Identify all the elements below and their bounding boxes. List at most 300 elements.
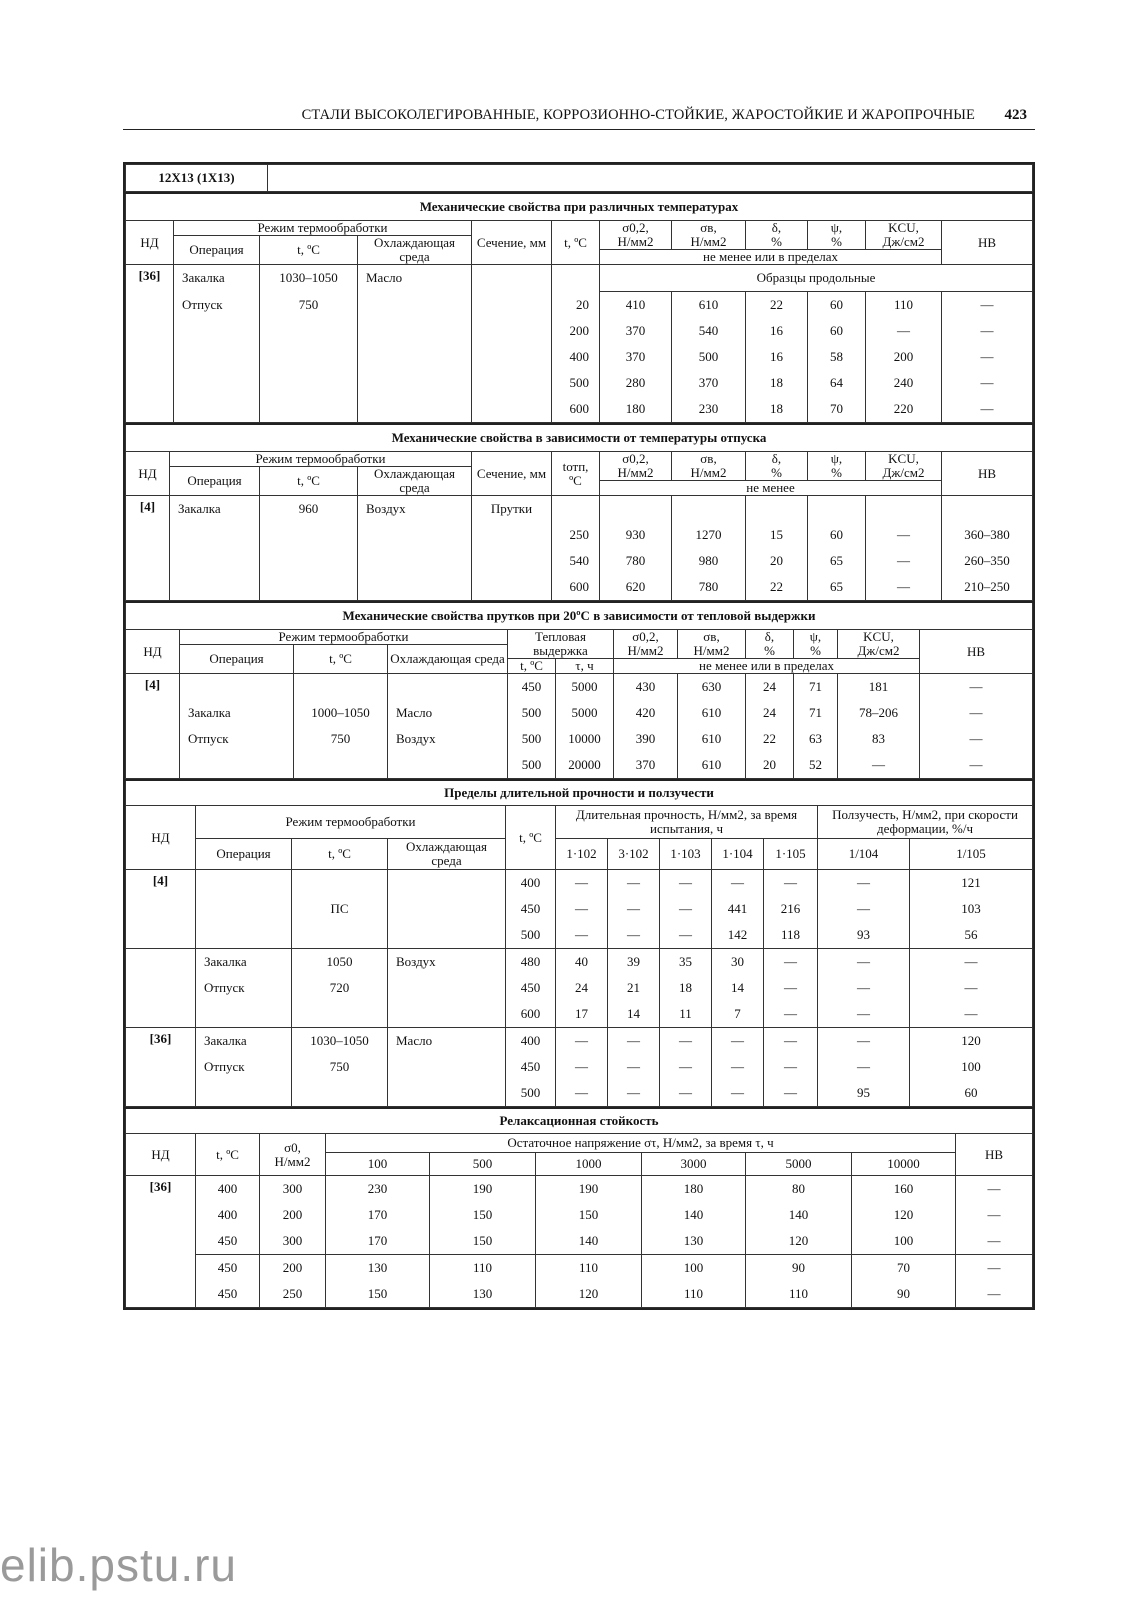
empty-cell: [260, 396, 358, 423]
table-row: [126, 522, 1033, 548]
table-cell: 10000: [852, 1153, 956, 1176]
table-cell: 95: [818, 1080, 910, 1107]
table-cell: —: [818, 949, 910, 976]
table-cell: 1030–1050: [260, 265, 358, 292]
table-cell: 70: [852, 1255, 956, 1282]
running-header: [123, 103, 1035, 130]
table-cell: σ0,2, Н/мм2: [600, 452, 672, 481]
table-cell: —: [608, 922, 660, 949]
table-cell: tотп, ºС: [552, 452, 600, 496]
table-cell: 60: [808, 522, 866, 548]
empty-cell: [552, 496, 600, 523]
table-cell: 35: [660, 949, 712, 976]
table-cell: НД: [126, 806, 196, 870]
table-cell: 400: [196, 1202, 260, 1228]
table-cell: 780: [600, 548, 672, 574]
table-cell: 150: [536, 1202, 642, 1228]
empty-cell: [388, 870, 506, 897]
table-cell: —: [712, 870, 764, 897]
table-cell: ψ, %: [808, 452, 866, 481]
empty-cell: [388, 1054, 506, 1080]
empty-cell: [170, 522, 260, 548]
table-cell: σ0, Н/мм2: [260, 1134, 326, 1176]
table-cell: 5000: [556, 700, 614, 726]
table-cell: —: [956, 1255, 1033, 1282]
table-row: [126, 949, 1033, 976]
table-cell: ПС: [292, 896, 388, 922]
table-row: [126, 726, 1033, 752]
table-cell: 630: [678, 674, 746, 701]
section-title: Пределы длительной прочности и ползучести: [126, 780, 1033, 806]
table-row: [126, 1255, 1033, 1282]
table-cell: —: [818, 975, 910, 1001]
table-cell: 5000: [746, 1153, 852, 1176]
table-cell: 280: [600, 370, 672, 396]
col-regime: Режим термообработки: [174, 221, 472, 236]
table-cell: 180: [642, 1176, 746, 1203]
empty-cell: [292, 1080, 388, 1107]
mech-props-temperature-table: [125, 192, 1033, 423]
table-cell: Охлаждающая среда: [388, 645, 508, 674]
table-cell: 64: [808, 370, 866, 396]
empty-cell: [260, 318, 358, 344]
table-cell: —: [942, 318, 1033, 344]
col-operation: Операция: [174, 236, 260, 265]
table-cell: —: [556, 1028, 608, 1055]
table-cell: —: [838, 752, 920, 779]
table-cell: —: [818, 1001, 910, 1028]
table-cell: 260–350: [942, 548, 1033, 574]
table-cell: 71: [794, 700, 838, 726]
table-cell: 500: [552, 370, 600, 396]
table-cell: t, ºС: [260, 467, 358, 496]
table-cell: 1030–1050: [292, 1028, 388, 1055]
table-cell: —: [956, 1228, 1033, 1255]
empty-cell: [358, 370, 472, 396]
table-cell: 360–380: [942, 522, 1033, 548]
table-row: [126, 1228, 1033, 1255]
table-cell: 3000: [642, 1153, 746, 1176]
table-cell: 750: [260, 292, 358, 319]
table-cell: 610: [678, 700, 746, 726]
table-row: [126, 292, 1033, 319]
table-cell: —: [712, 1080, 764, 1107]
empty-cell: [180, 752, 294, 779]
table-cell: НВ: [956, 1134, 1033, 1176]
table-cell: t, ºС: [196, 1134, 260, 1176]
table-cell: 750: [294, 726, 388, 752]
table-cell: 24: [556, 975, 608, 1001]
table-row: [126, 396, 1033, 423]
table-cell: 600: [552, 396, 600, 423]
table-cell: 60: [910, 1080, 1033, 1107]
table-cell: 620: [600, 574, 672, 601]
table-cell: —: [764, 975, 818, 1001]
table-cell: t, ºС: [506, 806, 556, 870]
empty-cell: [388, 1080, 506, 1107]
table-row: [126, 674, 1033, 701]
nd-ref: [36]: [126, 1176, 196, 1308]
table-cell: —: [942, 370, 1033, 396]
table-cell: —: [866, 522, 942, 548]
table-cell: 500: [506, 922, 556, 949]
table-cell: —: [608, 1054, 660, 1080]
table-row: [126, 870, 1033, 897]
table-cell: 450: [506, 896, 556, 922]
empty-cell: [358, 522, 472, 548]
col-nd: НД: [126, 221, 174, 265]
empty-cell: [358, 344, 472, 370]
table-cell: 1·104: [712, 839, 764, 870]
table-cell: 60: [808, 318, 866, 344]
table-cell: Сечение, мм: [472, 452, 552, 496]
table-cell: 750: [292, 1054, 388, 1080]
table-cell: 600: [552, 574, 600, 601]
empty-cell: [170, 548, 260, 574]
limits-note: не менее или в пределах: [600, 250, 942, 265]
table-cell: —: [608, 1028, 660, 1055]
table-cell: 430: [614, 674, 678, 701]
table-cell: Режим термообработки: [180, 630, 508, 645]
table-cell: 370: [600, 318, 672, 344]
empty-cell: [268, 165, 1033, 192]
table-cell: Закалка: [180, 700, 294, 726]
table-cell: 1·103: [660, 839, 712, 870]
table-cell: —: [764, 870, 818, 897]
col-temp: t, ºС: [552, 221, 600, 265]
table-cell: 121: [910, 870, 1033, 897]
table-cell: 16: [746, 318, 808, 344]
empty-cell: [388, 674, 508, 701]
table-cell: 1/104: [818, 839, 910, 870]
table-cell: —: [956, 1202, 1033, 1228]
table-cell: 230: [326, 1176, 430, 1203]
table-cell: Отпуск: [174, 292, 260, 319]
table-cell: —: [910, 1001, 1033, 1028]
table-cell: 11: [660, 1001, 712, 1028]
table-cell: 120: [746, 1228, 852, 1255]
col-sigb: σв, Н/мм2: [672, 221, 746, 250]
mech-props-exposure-table: [125, 601, 1033, 779]
table-cell: —: [818, 870, 910, 897]
table-cell: 181: [838, 674, 920, 701]
table-cell: 450: [196, 1281, 260, 1308]
table-cell: Закалка: [174, 265, 260, 292]
table-cell: 1·102: [556, 839, 608, 870]
table-cell: t, ºС: [292, 839, 388, 870]
empty-cell: [292, 1001, 388, 1028]
table-cell: —: [818, 1028, 910, 1055]
table-cell: 610: [678, 726, 746, 752]
table-cell: не менее: [600, 481, 942, 496]
table-row: [126, 1001, 1033, 1028]
empty-cell: [388, 1001, 506, 1028]
empty-cell: [746, 496, 808, 523]
empty-cell: [174, 344, 260, 370]
table-cell: 120: [910, 1028, 1033, 1055]
table-cell: 150: [326, 1281, 430, 1308]
table-cell: —: [556, 870, 608, 897]
table-cell: 370: [672, 370, 746, 396]
table-cell: 450: [196, 1255, 260, 1282]
table-cell: НД: [126, 452, 170, 496]
properties-sheet: [123, 162, 1035, 1310]
table-cell: Масло: [358, 265, 472, 292]
table-cell: 400: [552, 344, 600, 370]
table-cell: НД: [126, 630, 180, 674]
col-long-strength: Длительная прочность, Н/мм2, за время испытания, ч: [556, 806, 818, 839]
table-cell: 20000: [556, 752, 614, 779]
nd-ref: [4]: [126, 674, 180, 779]
empty-cell: [388, 975, 506, 1001]
table-cell: —: [764, 1001, 818, 1028]
table-cell: 100: [642, 1255, 746, 1282]
empty-cell: [196, 1080, 292, 1107]
steel-grade: 12Х13 (1Х13): [126, 165, 268, 192]
col-section: Сечение, мм: [472, 221, 552, 265]
table-cell: Охлаждающая среда: [388, 839, 506, 870]
table-cell: 70: [808, 396, 866, 423]
table-cell: 52: [794, 752, 838, 779]
table-cell: 450: [506, 975, 556, 1001]
table-cell: 20: [746, 752, 794, 779]
table-cell: —: [660, 870, 712, 897]
running-header-title: СТАЛИ ВЫСОКОЛЕГИРОВАННЫЕ, КОРРОЗИОННО-СТОЙКИЕ, ЖАРОСТОЙКИЕ И ЖАРОПРОЧНЫЕ: [301, 107, 975, 123]
table-cell: 100: [326, 1153, 430, 1176]
nd-ref: [4]: [126, 870, 196, 949]
col-sig02: σ0,2, Н/мм2: [600, 221, 672, 250]
table-cell: σв, Н/мм2: [678, 630, 746, 659]
table-cell: 200: [552, 318, 600, 344]
table-cell: σв, Н/мм2: [672, 452, 746, 481]
col-kcu: KCU, Дж/см2: [866, 221, 942, 250]
table-cell: —: [920, 752, 1033, 779]
table-cell: —: [942, 292, 1033, 319]
table-cell: 500: [506, 1080, 556, 1107]
col-cooling: Охлаждающая среда: [358, 236, 472, 265]
table-cell: Операция: [180, 645, 294, 674]
table-cell: —: [764, 1028, 818, 1055]
page-number: 423: [1004, 107, 1027, 123]
section-title: Механические свойства в зависимости от температуры отпуска: [126, 424, 1033, 452]
table-cell: —: [910, 975, 1033, 1001]
table-row: [126, 700, 1033, 726]
table-cell: 14: [712, 975, 764, 1001]
table-cell: 980: [672, 548, 746, 574]
table-cell: 720: [292, 975, 388, 1001]
table-cell: τ, ч: [556, 659, 614, 674]
table-row: [126, 1028, 1033, 1055]
table-cell: —: [920, 700, 1033, 726]
table-cell: Воздух: [388, 726, 508, 752]
creep-rupture-table: [125, 779, 1033, 1107]
table-row: [126, 574, 1033, 601]
table-cell: 200: [866, 344, 942, 370]
table-cell: 18: [746, 396, 808, 423]
grade-title-table: [125, 164, 1033, 192]
empty-cell: [388, 896, 506, 922]
table-cell: —: [660, 1054, 712, 1080]
table-cell: Прутки: [472, 496, 552, 523]
table-cell: —: [866, 548, 942, 574]
empty-cell: [472, 548, 552, 574]
table-cell: 300: [260, 1176, 326, 1203]
table-cell: 22: [746, 292, 808, 319]
empty-cell: [358, 396, 472, 423]
table-cell: Масло: [388, 700, 508, 726]
table-cell: НД: [126, 1134, 196, 1176]
empty-cell: [292, 922, 388, 949]
section-title: Механические свойства прутков при 20ºС в зависимости от тепловой выдержки: [126, 602, 1033, 630]
table-cell: 600: [506, 1001, 556, 1028]
empty-cell: [260, 344, 358, 370]
table-cell: 400: [196, 1176, 260, 1203]
table-cell: Масло: [388, 1028, 506, 1055]
table-cell: 190: [536, 1176, 642, 1203]
empty-cell: [196, 870, 292, 897]
table-cell: —: [910, 949, 1033, 976]
table-cell: 250: [260, 1281, 326, 1308]
table-cell: ψ, %: [794, 630, 838, 659]
relaxation-table: [125, 1107, 1033, 1308]
table-cell: 300: [260, 1228, 326, 1255]
table-row: [126, 370, 1033, 396]
table-cell: 40: [556, 949, 608, 976]
col-hb: НВ: [942, 221, 1033, 265]
table-row: [126, 922, 1033, 949]
table-cell: —: [818, 1054, 910, 1080]
table-cell: 83: [838, 726, 920, 752]
table-cell: —: [712, 1028, 764, 1055]
table-cell: 24: [746, 674, 794, 701]
table-cell: 200: [260, 1202, 326, 1228]
table-cell: 130: [326, 1255, 430, 1282]
table-row: [126, 896, 1033, 922]
table-row: [126, 1281, 1033, 1308]
nd-ref: [4]: [126, 496, 170, 601]
table-cell: 200: [260, 1255, 326, 1282]
table-cell: 18: [660, 975, 712, 1001]
empty-cell: [388, 922, 506, 949]
table-cell: 56: [910, 922, 1033, 949]
empty-cell: [552, 265, 600, 292]
table-cell: 24: [746, 700, 794, 726]
table-cell: 20: [552, 292, 600, 319]
table-cell: —: [764, 949, 818, 976]
table-cell: 120: [536, 1281, 642, 1308]
col-psi: ψ, %: [808, 221, 866, 250]
empty-cell: [126, 949, 196, 1028]
table-row: [126, 1054, 1033, 1080]
table-row: [126, 1080, 1033, 1107]
table-cell: 20: [746, 548, 808, 574]
empty-cell: [472, 522, 552, 548]
table-cell: Режим термообработки: [170, 452, 472, 467]
table-cell: δ, %: [746, 630, 794, 659]
table-cell: 65: [808, 574, 866, 601]
empty-cell: [196, 922, 292, 949]
empty-cell: [472, 574, 552, 601]
table-cell: 90: [746, 1255, 852, 1282]
nd-ref: [36]: [126, 1028, 196, 1107]
table-cell: —: [660, 896, 712, 922]
col-residual-stress: Остаточное напряжение στ, Н/мм2, за время τ, ч: [326, 1134, 956, 1153]
table-cell: —: [660, 1080, 712, 1107]
table-cell: 180: [600, 396, 672, 423]
empty-cell: [358, 318, 472, 344]
table-row: [126, 344, 1033, 370]
table-cell: 441: [712, 896, 764, 922]
table-cell: 1270: [672, 522, 746, 548]
table-cell: 90: [852, 1281, 956, 1308]
table-row: [126, 752, 1033, 779]
table-cell: 15: [746, 522, 808, 548]
table-cell: 220: [866, 396, 942, 423]
watermark: elib.pstu.ru: [0, 1539, 238, 1591]
table-cell: 216: [764, 896, 818, 922]
table-cell: 30: [712, 949, 764, 976]
table-cell: Закалка: [196, 1028, 292, 1055]
table-cell: 18: [746, 370, 808, 396]
table-row: [126, 975, 1033, 1001]
table-cell: σ0,2, Н/мм2: [614, 630, 678, 659]
empty-cell: [294, 674, 388, 701]
table-cell: —: [956, 1281, 1033, 1308]
empty-cell: [260, 548, 358, 574]
table-cell: 1/105: [910, 839, 1033, 870]
table-cell: 610: [678, 752, 746, 779]
table-cell: 410: [600, 292, 672, 319]
table-cell: 370: [600, 344, 672, 370]
table-cell: 170: [326, 1228, 430, 1255]
empty-cell: [672, 496, 746, 523]
table-cell: 400: [506, 1028, 556, 1055]
table-cell: 1·105: [764, 839, 818, 870]
table-cell: 110: [746, 1281, 852, 1308]
table-cell: —: [920, 674, 1033, 701]
table-cell: 500: [508, 700, 556, 726]
col-exposure: Тепловая выдержка: [508, 630, 614, 659]
table-cell: —: [556, 1054, 608, 1080]
empty-cell: [180, 674, 294, 701]
table-cell: 60: [808, 292, 866, 319]
table-cell: Операция: [196, 839, 292, 870]
table-cell: 63: [794, 726, 838, 752]
table-cell: 65: [808, 548, 866, 574]
mech-props-tempering-table: [125, 423, 1033, 601]
table-cell: —: [866, 574, 942, 601]
empty-cell: [260, 370, 358, 396]
table-cell: KCU, Дж/см2: [866, 452, 942, 481]
table-cell: 22: [746, 574, 808, 601]
table-cell: 230: [672, 396, 746, 423]
table-cell: 540: [672, 318, 746, 344]
table-cell: —: [556, 922, 608, 949]
table-cell: 120: [852, 1202, 956, 1228]
table-cell: 930: [600, 522, 672, 548]
table-cell: 16: [746, 344, 808, 370]
empty-cell: [292, 870, 388, 897]
table-row: [126, 1176, 1033, 1203]
table-cell: 150: [430, 1228, 536, 1255]
table-cell: 390: [614, 726, 678, 752]
table-cell: Отпуск: [196, 1054, 292, 1080]
table-cell: —: [942, 396, 1033, 423]
table-cell: 110: [642, 1281, 746, 1308]
table-cell: Отпуск: [196, 975, 292, 1001]
table-cell: 540: [552, 548, 600, 574]
nd-ref: [36]: [126, 265, 174, 423]
